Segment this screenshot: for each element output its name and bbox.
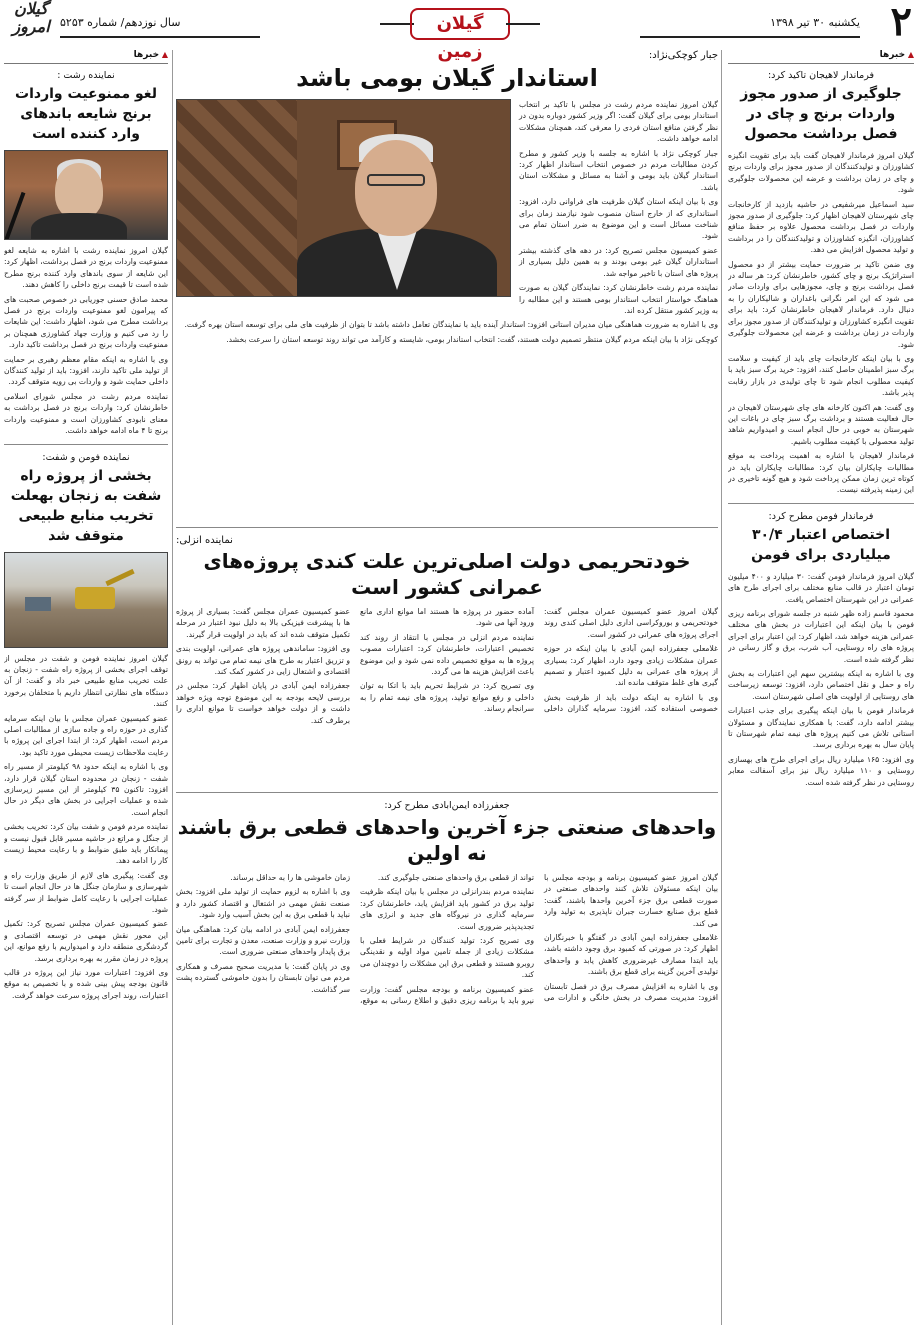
road-construction-photo: [4, 552, 168, 648]
paragraph: وی ضمن تاکید بر ضرورت حمایت بیشتر از دو محصول استراتژیک برنج و چای کشور، خاطرنشان کرد: هر ساله در فصل برداشت برنج و چای، مجوزهایی برای واردات صادر می شود که این امر نگرانی باغداران و شالیکاران را به دنبال دارد. فرماندار لاهیجان خاطرنشان کرد: باید برای تقویت انگیزه کشاورزان و تولیدکنندگان از صدور مجوز برای واردات در زمان برداشت و عرضه این محصولات جلوگیری شود.: [728, 259, 914, 349]
paragraph: نماینده مردم انزلی در مجلس با انتقاد از روند کند تخصیص اعتبارات، خاطرنشان کرد: اعتبارات مصوب پروژه ها به موقع تخصیص داده نمی شود و این موضوع باعث افزایش هزینه ها می گردد.: [360, 632, 534, 677]
excavator-shape: [75, 587, 115, 609]
glasses-icon: [367, 174, 425, 186]
news-item: [176, 535, 718, 785]
story-headline: واحدهای صنعتی جزء آخرین واحدهای قطعی برق باشند نه اولین: [177, 815, 717, 865]
story-body: [4, 245, 168, 437]
microphone-icon: [5, 192, 26, 240]
middle-column: [176, 50, 718, 1325]
paragraph: عضو کمیسیون عمران مجلس تصریح کرد: تکمیل این محور نقش مهمی در توسعه اقتصادی و گردشگری منطقه دارد و امیدواریم با رفع موانع، این پروژه در زمان مقرر به بهره برداری برسد.: [4, 919, 168, 963]
left-column: [4, 50, 168, 1325]
photo-face: [55, 163, 103, 219]
story-kicker: جبار کوچکی‌نژاد:: [648, 50, 718, 61]
news-item: [176, 800, 718, 1320]
story-kicker: فرماندار فومن مطرح کرد:: [768, 510, 874, 522]
paragraph: کوچکی نژاد با بیان اینکه مردم گیلان منتظر تصمیم دولت هستند، گفت: انتخاب استاندار بومی، شایسته و کارآمد می تواند روند توسعه استان را سرعت بخشد.: [226, 334, 718, 344]
paragraph: وی با اشاره به اینکه مقام معظم رهبری بر حمایت از تولید ملی تاکید دارند، افزود: باید از تولید کنندگان داخلی حمایت شود و واردات بی رویه متوقف گردد.: [4, 354, 168, 387]
section-tag-label: ▲ خبرها: [880, 50, 914, 60]
paragraph: وی افزود: اعتبارات مورد نیاز این پروژه در قالب قانون بودجه پیش بینی شده و با تخصیص به موقع اعتبارات، روند اجرای پروژه سرعت خواهد گرفت.: [4, 968, 168, 1000]
story-headline: استاندار گیلان بومی باشد: [296, 64, 598, 92]
news-item: [4, 70, 168, 437]
paragraph: محمود قاسم زاده ظهر شنبه در جلسه شورای برنامه ریزی فومن با بیان اینکه این اعتبارات در بخش های مختلف عمرانی هزینه خواهد شد، اظهار کرد: این اعتبار برای اجرای پروژه های راه روستایی، آب شرب، برق و گاز رسانی در نظر گرفته شده است.: [728, 609, 914, 664]
story-kicker: نماینده فومن و شفت:: [42, 451, 130, 463]
issue-date: یکشنبه ۳۰ تیر ۱۳۹۸: [770, 16, 860, 29]
paragraph: عضو کمیسیون عمران مجلس با بیان اینکه سرمایه گذاری در حوزه راه و جاده سازی از مطالبات اصلی مردم است، اظهار کرد: از ابتدا اجرای این پروژه با رعایت ملاحظات زیست محیطی مورد تاکید بود.: [4, 713, 168, 757]
lead-story: [176, 50, 718, 520]
issue-number: سال نوزدهم/ شماره ۵۲۵۳: [60, 16, 181, 29]
issue-rule: [60, 36, 260, 38]
paragraph: جعفرزاده ایمن آبادی در ادامه بیان کرد: هماهنگی میان وزارت نیرو و وزارت صنعت، معدن و تجارت برای تامین برق پایدار واحدهای صنعتی ضروری است.: [176, 924, 350, 957]
paragraph: نماینده مردم رشت در مجلس شورای اسلامی خاطرنشان کرد: واردات برنج در فصل برداشت به معنای نابودی کشاورزان است و ممنوعیت واردات برنج تا ۴ ماه ادامه خواهد داشت.: [4, 391, 168, 436]
paragraph: وی با اشاره به اینکه حدود ۹۸ کیلومتر از مسیر راه شفت - زنجان در محدوده استان گیلان قرار دارد، افزود: تاکنون ۳۵ کیلومتر از این مسیر زیرسازی شده و عملیات اجرایی در بخش های دیگر در حال انجام است.: [4, 762, 168, 817]
page-number: ۲: [890, 0, 912, 45]
paragraph: وی افزود: ساماندهی پروژه های عمرانی، اولویت بندی و تزریق اعتبار به طرح های نیمه تمام می تواند به رونق اقتصادی و اشتغال زایی در کشور کمک کند.: [176, 644, 350, 677]
section-tag: [728, 50, 914, 64]
paragraph: سید اسماعیل میرشفیعی در حاشیه بازدید از کارخانجات چای شهرستان لاهیجان اظهار کرد: جلوگیری از صدور مجوز واردات در فصل برداشت محصول علاوه بر حفظ منافع کشاورزان، انگیزه کشاورزان و تولیدکنندگان را در برداشت و تولید محصول افزایش می دهد.: [728, 199, 914, 255]
section-title: گیلان زمین: [410, 8, 510, 40]
rubric-bar-left: [380, 23, 414, 25]
story-divider: [4, 444, 168, 445]
paragraph: محمد صادق حسنی جوریابی در خصوص صحبت های که پیرامون لغو ممنوعیت واردات برنج در فصل برداشت مطرح می شود، اظهار داشت: این شایعات را رد می کنیم و وزارت جهاد کشاورزی همچنان بر ممنوعیت واردات برنج در فصل برداشت تاکید دارد.: [4, 294, 168, 350]
paragraph: گیلان امروز فرماندار لاهیجان گفت باید برای تقویت انگیزه کشاورزان و تولیدکنندگان از صدور مجوز برای واردات برنج و چای در زمان برداشت و عرضه این محصولات جلوگیری شود.: [728, 151, 914, 195]
photo-suit: [31, 213, 127, 240]
official-portrait-photo: [4, 150, 168, 240]
paragraph: گیلان امروز عضو کمیسیون برنامه و بودجه مجلس با بیان اینکه مسئولان تلاش کنند واحدهای صنعتی در صورت قطعی برق جزء آخرین واحدها باشند، گفت: قطع برق صنایع خسارت جبران ناپذیری به تولید وارد می کند.: [544, 873, 718, 928]
story-headline: لغو ممنوعیت واردات برنج شایعه باندهای وارد کننده است: [15, 86, 157, 142]
paragraph: وی تصریح کرد: تولید کنندگان در شرایط فعلی با مشکلات زیادی از جمله تامین مواد اولیه و نقدینگی روبرو هستند و قطعی برق این مشکلات را دوچندان می کند.: [360, 936, 534, 980]
paragraph: گیلان امروز عضو کمیسیون عمران مجلس گفت: خودتحریمی و بوروکراسی اداری دلیل اصلی کندی روند اجرای پروژه های عمرانی در کشور است.: [544, 607, 718, 639]
paragraph: گیلان امروز نماینده رشت با اشاره به شایعه لغو ممنوعیت واردات برنج در فصل برداشت، اظهار کرد: این شایعه از سوی باندهای وارد کننده برنج مطرح شده است تا قیمت برنج داخلی را کاهش دهند.: [4, 246, 168, 290]
story-body: [4, 653, 168, 1002]
paragraph: جعفرزاده ایمن آبادی در پایان اظهار کرد: مجلس در بررسی لایحه بودجه به این موضوع توجه ویژه خواهد داشت و از دولت خواهد خواست تا موانع اداری را برطرف کند.: [176, 681, 350, 725]
paragraph: وی گفت: پیگیری های لازم از طریق وزارت راه و شهرسازی و سازمان جنگل ها در حال انجام است تا عملیات اجرایی با رعایت کامل ضوابط از سر گرفته شود.: [4, 870, 168, 915]
story-headline: جلوگیری از صدور مجوز واردات برنج و چای در فصل برداشت محصول: [740, 86, 902, 142]
date-rule: [640, 36, 860, 38]
story-kicker: نماینده انزلی:: [176, 535, 233, 546]
paragraph: وی با اشاره به لزوم حمایت از تولید ملی افزود: بخش صنعت نقش مهمی در اشتغال و اقتصاد کشور دارد و نباید با قطعی برق به این بخش آسیب وارد شود.: [176, 887, 350, 920]
paragraph: گیلان امروز نماینده فومن و شفت در مجلس از توقف اجرای بخشی از پروژه راه شفت - زنجان به علت تخریب منابع طبیعی خبر داد و گفت: از آن دستگاه های نظارتی انتظار داریم با متخلفان برخورد کنند.: [4, 653, 168, 709]
section-tag: [4, 50, 168, 64]
paragraph: عضو کمیسیون عمران مجلس گفت: بسیاری از پروژه ها با پیشرفت فیزیکی بالا به دلیل نبود اعتبار در مرحله تکمیل متوقف شده اند که باید در اولویت قرار گیرند.: [176, 607, 350, 639]
story-headline: اختصاص اعتبار ۳۰/۴ میلیاردی برای فومن: [751, 526, 891, 563]
paragraph: جبار کوچکی نژاد با اشاره به جلسه با وزیر کشور و مطرح کردن مطالبات مردم در خصوص انتخاب استاندار اظهار کرد: استاندار گیلان باید بومی و آشنا به مسائل و مشکلات استان باشد.: [519, 148, 718, 192]
paragraph: وی تصریح کرد: در شرایط تحریم باید با اتکا به توان داخلی و رفع موانع تولید، پروژه های نیمه تمام را به سرانجام رساند.: [360, 681, 534, 714]
paragraph: نماینده مردم رشت خاطرنشان کرد: نمایندگان گیلان به صورت هماهنگ خواستار انتخاب استاندار بومی هستند و این مطالبه را به وزیر کشور منتقل کرده اند.: [519, 283, 718, 315]
rubric-bar-right: [506, 23, 540, 25]
paragraph: وی افزود: ۱۶۵ میلیارد ریال برای اجرای طرح های بهسازی روستایی و ۱۱۰ میلیارد ریال نیز برای آسفالت معابر روستایی در نظر گرفته شده است.: [728, 754, 914, 787]
right-column: [728, 50, 914, 1325]
paragraph: گیلان امروز فرماندار فومن گفت: ۳۰ میلیارد و ۴۰۰ میلیون تومان اعتبار در قالب منابع مختلف برای اجرای طرح های عمرانی در این شهرستان اختصاص یافت.: [728, 571, 914, 604]
paragraph: وی با اشاره به افزایش مصرف برق در فصل تابستان افزود: مدیریت مصرف در بخش خانگی و ادارات می تواند از قطعی برق واحدهای صنعتی جلوگیری کند.: [377, 873, 718, 1003]
paragraph: وی با بیان اینکه استان گیلان ظرفیت های فراوانی دارد، افزود: استانداری که از خارج استان منصوب شود نیازمند زمان برای شناخت مسائل است و این موضوع به ضرر استان تمام می شود.: [519, 197, 718, 241]
paragraph: گیلان امروز نماینده مردم رشت در مجلس با تاکید بر انتخاب استاندار بومی برای گیلان گفت: اگر وزیر کشور دوباره بدون در نظر گرفتن منافع استان فردی را معرفی کند، همچنان مشکلات ادامه خواهد داشت.: [519, 100, 718, 144]
section-tag-label: ▲ خبرها: [134, 50, 168, 60]
story-headline: خودتحریمی دولت اصلی‌ترین علت کندی پروژه‌های عمرانی کشور است: [203, 549, 691, 599]
paragraph: وی در پایان گفت: با مدیریت صحیح مصرف و همکاری مردم می توان تابستان را بدون خاموشی گسترده پشت سر گذاشت.: [176, 961, 350, 994]
story-body: [728, 150, 914, 496]
news-item: [728, 70, 914, 496]
paragraph: عضو کمیسیون مجلس تصریح کرد: در دهه های گذشته بیشتر استانداران گیلان غیر بومی بودند و به همین دلیل بسیاری از پروژه های استان با تاخیر مواجه شد.: [519, 245, 718, 278]
paragraph: غلامعلی جعفرزاده ایمن آبادی با بیان اینکه در حوزه عمران مشکلات زیادی وجود دارد، اظهار کرد: بسیاری از پروژه های عمرانی به دلیل کمبود اعتبار و تصمیم گیری های غلط متوقف مانده اند.: [544, 644, 718, 688]
story-body: [728, 571, 914, 788]
photo-wood-panel: [177, 100, 297, 297]
paragraph: وی با اشاره به ضرورت هماهنگی میان مدیران استانی افزود: استاندار آینده باید با نمایندگان تعامل داشته باشد تا بتوان از ظرفیت های ملی برای توسعه استان بهره گرفت.: [184, 320, 718, 330]
paragraph: فرماندار لاهیجان با اشاره به اهمیت پرداخت به موقع مطالبات چایکاران بیان کرد: مطالبات چایکاران باید در کوتاه ترین زمان ممکن پرداخت شود و هیچ گونه تاخیری در این زمینه پذیرفته نیست.: [728, 451, 914, 495]
section-rubric: [380, 6, 540, 62]
story-kicker: نماینده رشت :: [57, 70, 115, 81]
paragraph: غلامعلی جعفرزاده ایمن آبادی در گفتگو با خبرنگاران اظهار کرد: در صورتی که کمبود برق وجود داشته باشد، باید ابتدا مصارف غیرضروری کاهش یابد و واحدهای تولیدی آخرین گزینه برای قطع برق باشند.: [544, 933, 718, 977]
column-rule: [721, 50, 722, 1325]
truck-shape: [25, 597, 51, 611]
story-divider: [176, 792, 718, 793]
story-kicker: جعفرزاده ایمن‌آبادی مطرح کرد:: [384, 800, 510, 811]
story-divider: [728, 503, 914, 504]
paragraph: نماینده مردم بندرانزلی در مجلس با بیان اینکه ظرفیت تولید برق در کشور باید افزایش یابد، خاطرنشان کرد: سرمایه گذاری در نیروگاه های جدید و انرژی های تجدیدپذیر ضروری است.: [360, 887, 534, 931]
newspaper-logo: گیلان امروز: [12, 0, 50, 36]
excavator-arm-shape: [105, 568, 134, 585]
paragraph: وی با اشاره به اینکه دولت باید از ظرفیت بخش خصوصی استفاده کند، افزود: سرمایه گذاران داخلی آماده حضور در پروژه ها هستند اما موانع اداری مانع ورود آنها می شود.: [360, 607, 718, 714]
story-kicker: فرماندار لاهیجان تاکید کرد:: [767, 70, 875, 81]
paragraph: وی گفت: هم اکنون کارخانه های چای شهرستان لاهیجان در حال فعالیت هستند و برداشت برگ سبز چای در باغات این شهرستان به خوبی در حال انجام است و امیدواریم شاهد تولید محصولی با کیفیت مطلوب باشیم.: [728, 402, 914, 446]
paragraph: عضو کمیسیون برنامه و بودجه مجلس گفت: وزارت نیرو باید با برنامه ریزی دقیق و اطلاع رسانی به موقع، زمان خاموشی ها را به حداقل برساند.: [230, 873, 534, 1006]
news-item: [4, 452, 168, 1002]
paragraph: فرماندار فومن با بیان اینکه پیگیری برای جذب اعتبارات بیشتر ادامه دارد، گفت: با همکاری نمایندگان و مسئولان استانی تلاش می کنیم پروژه های نیمه تمام شهرستان تا پایان سال به بهره برداری برسد.: [728, 706, 914, 750]
paragraph: نماینده مردم فومن و شفت بیان کرد: تخریب بخشی از جنگل و مراتع در حاشیه مسیر قابل قبول نیست و پیمانکار باید طبق ضوابط و با رعایت محیط زیست کار را ادامه دهد.: [4, 822, 168, 866]
news-item: [728, 511, 914, 788]
story-body: [176, 872, 718, 1006]
story-body: [176, 606, 718, 726]
story-headline: بخشی از پروژه راه شفت به زنجان بهعلت تخریب منابع طبیعی متوقف شد: [10, 467, 162, 544]
governor-portrait-photo: [176, 99, 511, 297]
paragraph: وی با بیان اینکه کارخانجات چای باید از کیفیت و سلامت برگ سبز اطمینان حاصل کنند، افزود: خرید برگ سبز باید با کیفیت مطلوب انجام شود تا چای تولیدی در بازار رقابت پذیر باشد.: [728, 353, 914, 398]
column-rule: [172, 50, 173, 1325]
photo-face: [355, 140, 437, 236]
story-divider: [176, 527, 718, 528]
paragraph: وی با اشاره به اینکه بیشترین سهم این اعتبارات به بخش راه و حمل و نقل اختصاص دارد، افزود: توسعه زیرساخت های روستایی از اولویت های اصلی شهرستان است.: [728, 669, 914, 701]
